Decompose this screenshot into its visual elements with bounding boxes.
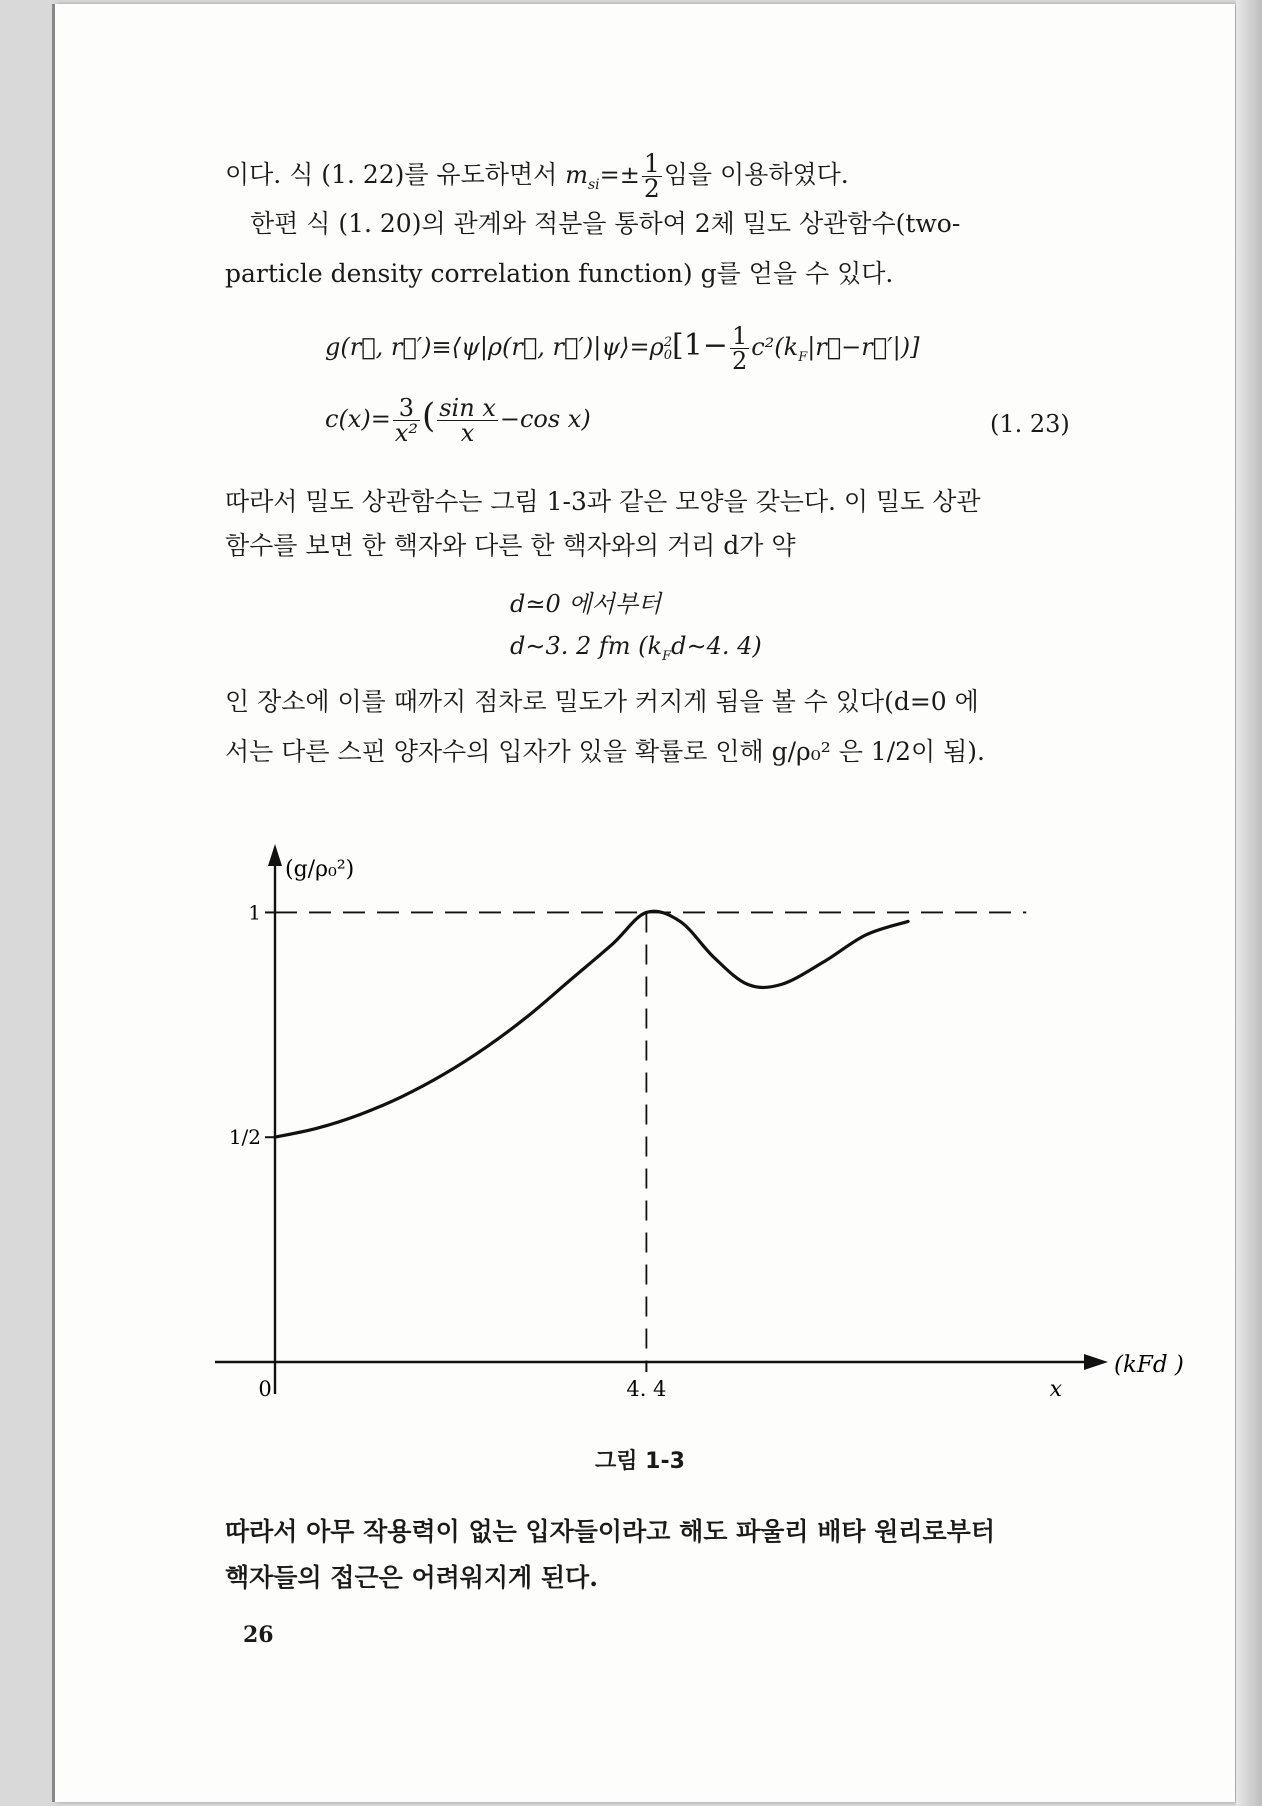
rho-scripts	[664, 336, 672, 362]
fraction-numerator: 1	[643, 149, 660, 178]
equation-number: (1. 23)	[990, 410, 1070, 438]
fraction	[437, 396, 498, 445]
equation-term: |r⃗−r⃗′|)]	[807, 333, 920, 361]
text-span: d∼3. 2 fm (k	[510, 632, 663, 660]
equation-term: −cos x)	[499, 405, 591, 433]
rho-superscript: 2	[663, 334, 672, 350]
rho-subscript: 0	[663, 347, 672, 363]
paragraph-line: 따라서 밀도 상관함수는 그림 1-3과 같은 모양을 갖는다. 이 밀도 상관	[225, 487, 981, 516]
fraction-denominator: 2	[731, 347, 748, 375]
text-span: 임을 이용하였다.	[663, 160, 849, 189]
fraction	[730, 324, 749, 373]
math-operator: =±	[599, 161, 640, 189]
range-line: d≃0 에서부터	[510, 590, 662, 618]
equation-lhs: c(x)=	[325, 405, 391, 433]
paragraph-line: 한편 식 (1. 20)의 관계와 적분을 통하여 2체 밀도 상관함수(two-	[250, 209, 961, 238]
fraction-denominator: x²	[394, 419, 418, 447]
equation-2	[325, 396, 591, 445]
fraction-numerator: sin x	[439, 394, 496, 422]
correlation-curve	[275, 911, 908, 1137]
y-axis-label: (g/ρ₀²)	[285, 857, 355, 882]
fraction-numerator: 3	[393, 396, 420, 421]
x-axis-label: (kFd )	[1114, 1352, 1184, 1378]
math-subscript: F	[798, 349, 808, 365]
book-page	[55, 4, 1235, 1802]
y-axis-arrow	[268, 844, 282, 866]
paragraph-line: 인 장소에 이를 때까지 점차로 밀도가 커지게 됨을 볼 수 있다(d=0 에	[225, 687, 979, 716]
paragraph-line: 핵자들의 접근은 어려워지게 된다.	[225, 1563, 598, 1592]
y-tick-label: 1/2	[228, 1125, 261, 1150]
x-axis-arrow	[1084, 1354, 1108, 1370]
math-symbol: m	[565, 161, 588, 189]
text-span: d∼4. 4)	[671, 632, 762, 660]
x-tick-label: 4. 4	[626, 1377, 667, 1401]
equation-bracket: [1−	[672, 328, 728, 363]
paragraph-line: 따라서 아무 작용력이 없는 입자들이라고 해도 파울리 배타 원리로부터	[225, 1517, 995, 1546]
paragraph-line	[225, 149, 849, 203]
range-line	[510, 628, 762, 675]
page-number: 26	[243, 1622, 274, 1648]
paragraph-line: 함수를 보면 한 핵자와 다른 한 핵자와의 거리 d가 약	[225, 531, 796, 560]
fraction	[393, 396, 420, 445]
paragraph-line: 서는 다른 스핀 양자수의 입자가 있을 확률로 인해 g/ρ₀² 은 1/2이 됨).	[225, 737, 985, 766]
equation-1	[325, 324, 919, 376]
x-tick-label: 0	[258, 1377, 272, 1401]
paragraph-line: particle density correlation function) g를 얻을 수 있다.	[225, 259, 894, 288]
correlation-figure	[185, 824, 1184, 1404]
fraction	[642, 149, 662, 203]
paren-open: (	[421, 396, 436, 436]
text-span: 이다. 식 (1. 22)를 유도하면서	[225, 160, 566, 189]
page-edge	[1236, 0, 1262, 1806]
equation-lhs: g(r⃗, r⃗′)≡⟨ψ|ρ(r⃗, r⃗′)|ψ⟩=ρ	[325, 333, 664, 361]
fraction-denominator: x	[460, 419, 475, 447]
x-axis-symbol: x	[1049, 1377, 1062, 1402]
math-subscript: si	[587, 177, 600, 193]
figure-caption: 그림 1-3	[595, 1449, 685, 1474]
fraction-numerator: 1	[731, 322, 748, 350]
y-tick-label: 1	[248, 900, 261, 925]
math-subscript: F	[662, 648, 672, 664]
fraction-denominator: 2	[643, 174, 660, 203]
equation-term: c²(k	[751, 333, 799, 361]
